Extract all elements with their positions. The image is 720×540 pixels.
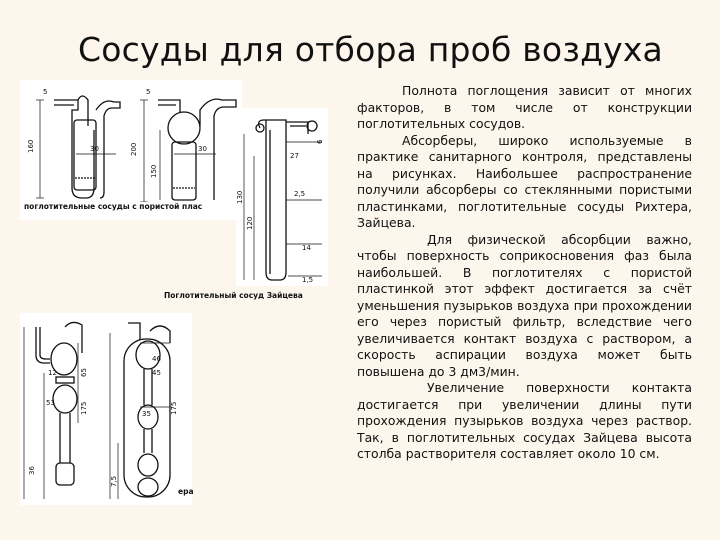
paragraph-completeness: Полнота поглощения зависит от многих факторов, в том числе от конструкции поглотительных сосудов. [357,83,692,131]
paragraph-contact-surface: Увеличение поверхности контакта достигается при увеличении длины пути прохождения пузырьков воздуха через раствор. Так, в поглотительных сосудах Зайцева высота столба растворителя составляет около 10 см. [357,380,692,461]
dim-label: 175 [170,401,178,415]
body-text [357,83,692,463]
dim-label: 130 [236,190,244,204]
dim-label: 5 [146,88,151,96]
porous-absorbers-figure [20,80,242,220]
dim-label: 46 [152,355,161,363]
dim-label: 175 [80,401,88,415]
dim-label: 150 [150,164,158,178]
dim-label: 1,5 [302,276,314,284]
dim-label: 120 [246,216,254,230]
zaitsev-absorber-caption: Поглотительный сосуд Зайцева [164,291,303,300]
slide-title: Сосуды для отбора проб воздуха [78,30,663,69]
porous-absorbers-caption: поглотительные сосуды с пористой плас [24,202,203,211]
dim-label: 160 [27,139,35,153]
dim-label: 7,5 [110,475,118,487]
dim-label: 6 [316,139,324,144]
dim-label: 53 [46,399,55,407]
dim-label: 200 [130,142,138,156]
dim-label: 36 [28,466,36,475]
dim-label: 5 [43,88,48,96]
zaitsev-absorber-drawing [236,108,328,286]
richter-absorbers-drawing [20,313,192,505]
porous-absorbers-drawing [20,80,242,220]
paragraph-absorbers: Абсорберы, широко используемые в практике санитарного контроля, представлены на рисунках. Наибольшее распространение получили абсорберы со стеклянными пористыми пластинками, поглотительные сосуды Рихтера, Зайцева. [357,132,692,230]
dim-label: 14 [302,244,311,252]
richter-absorbers-figure [20,313,192,505]
dim-label: 65 [80,368,88,377]
dim-label: 45 [152,369,161,377]
paragraph-physical-absorption: Для физической абсорбции важно, чтобы поверхность соприкосновения фаз была наибольшей. В поглотителях с пористой пластинкой этот эффект достигается за счёт уменьшения пузырьков воздуха при прохождении его через пористый фильтр, вследствие чего увеличивается контакт воздуха с раствором, а скорость аспирации воздуха может быть повышена до 3 дм3/мин. [357,231,692,379]
richter-absorbers-caption: ера [178,487,194,496]
dim-label: 35 [142,410,151,418]
zaitsev-absorber-figure [236,108,328,286]
dim-label: 12 [48,369,57,377]
dim-label: 30 [198,145,207,153]
dim-label: 27 [290,152,299,160]
dim-label: 2,5 [294,190,306,198]
dim-label: 30 [90,145,99,153]
